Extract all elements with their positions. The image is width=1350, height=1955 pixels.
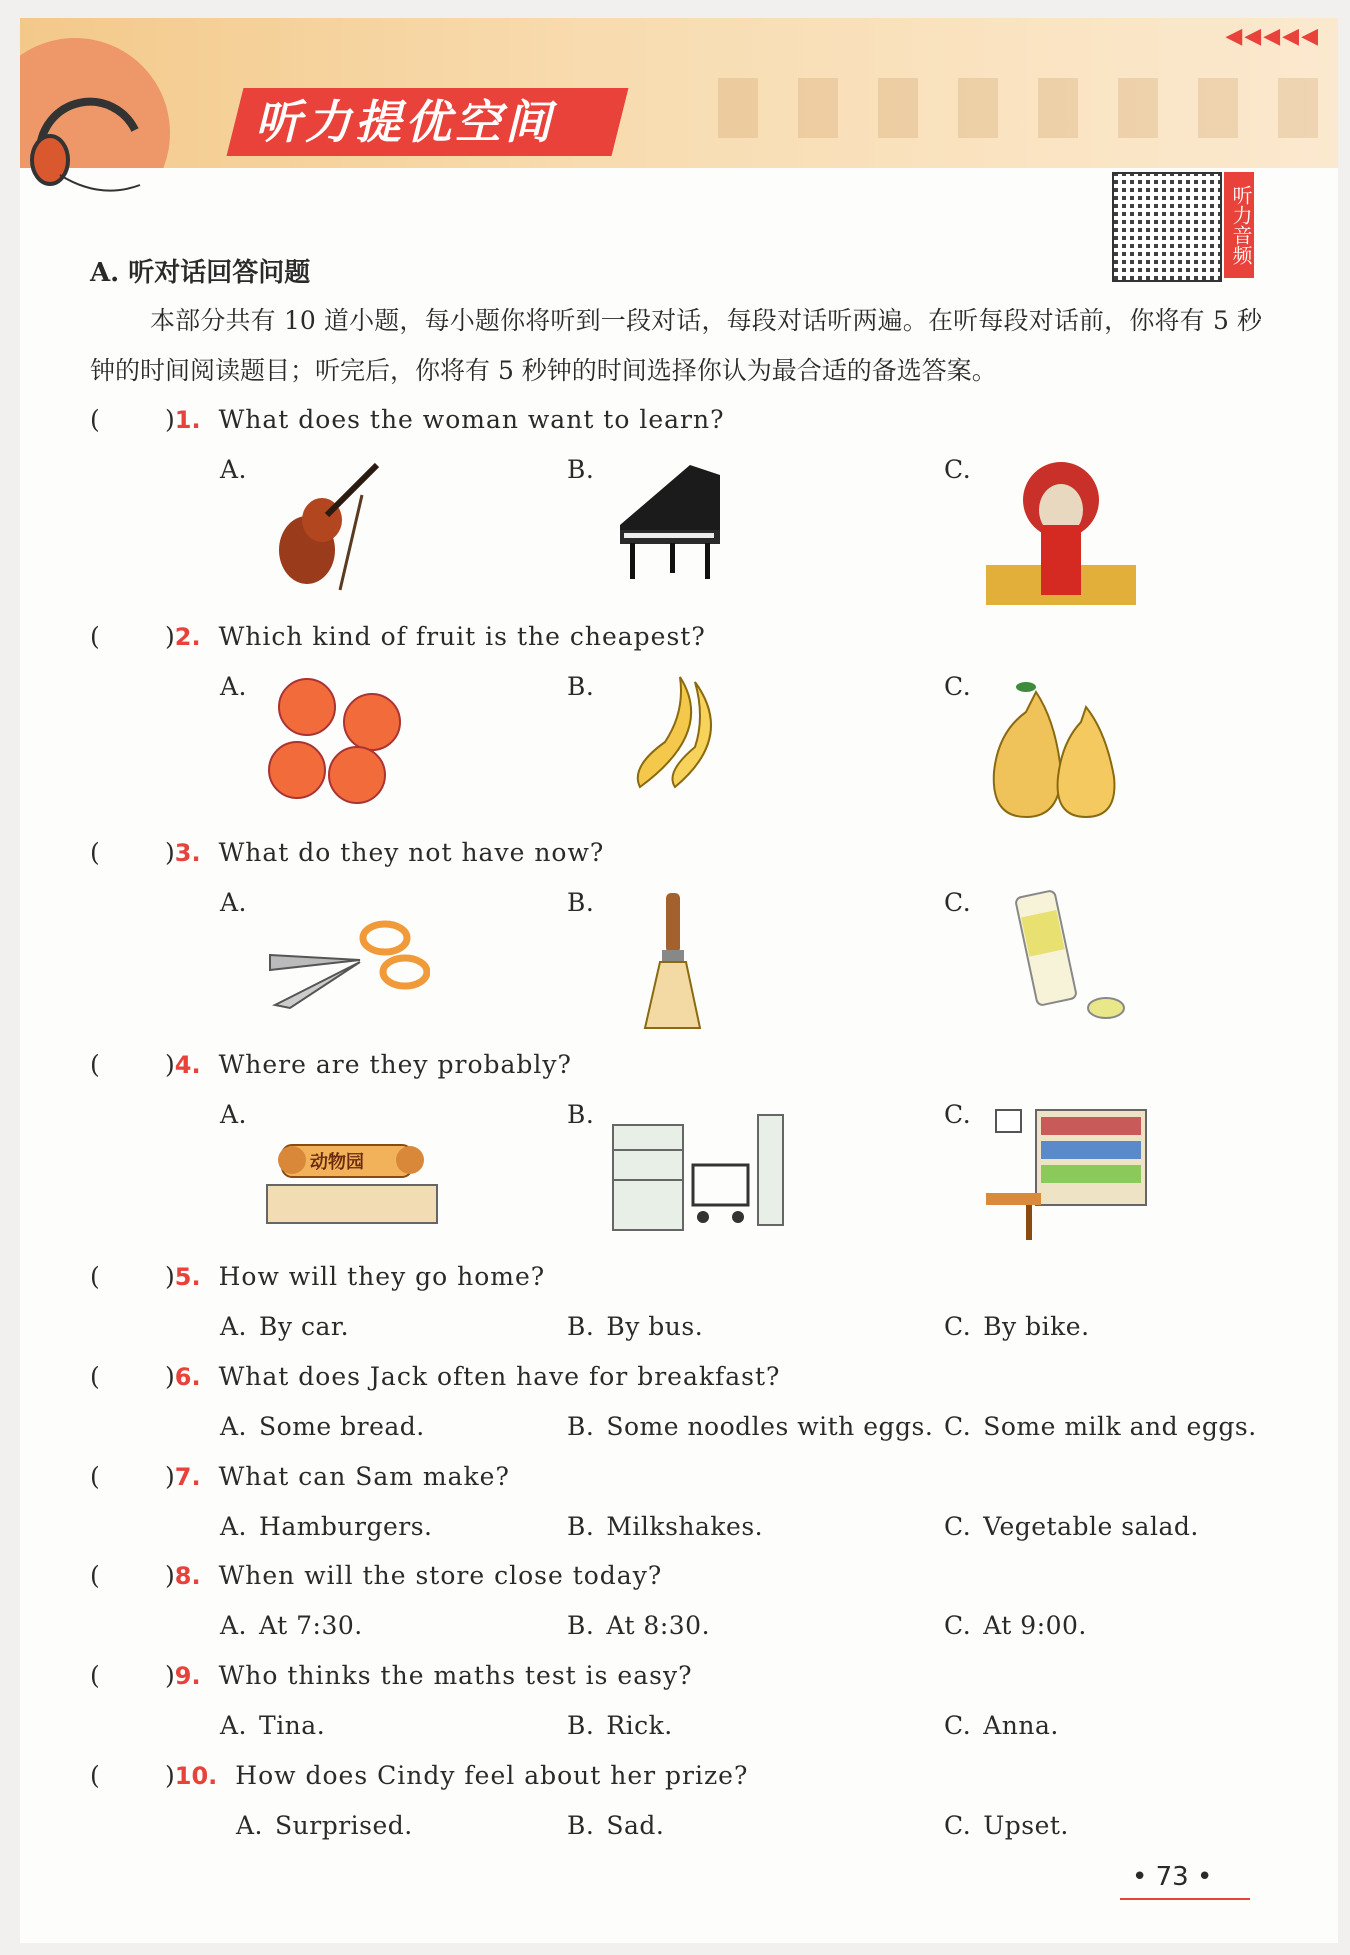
- question-number: 3.: [174, 839, 201, 867]
- answer-blank[interactable]: (: [90, 1761, 100, 1790]
- option-c[interactable]: C.: [944, 888, 972, 917]
- option-b[interactable]: B.: [567, 672, 595, 701]
- zoo-sign: 动物园: [310, 1152, 364, 1173]
- page-number: • 73 •: [1132, 1862, 1213, 1892]
- question-text: Where are they probably?: [218, 1050, 572, 1079]
- option-a[interactable]: A. Some bread.: [220, 1412, 425, 1441]
- glue-image: [986, 888, 1131, 1033]
- page-number-underline: [1120, 1898, 1250, 1900]
- qr-label: 听力音频: [1224, 172, 1254, 278]
- question-1: ( )1. What does the woman want to learn?: [90, 405, 725, 434]
- section-title: 听对话回答问题: [128, 258, 311, 288]
- answer-blank[interactable]: (: [90, 838, 100, 867]
- question-number: 7.: [174, 1463, 201, 1491]
- option-c[interactable]: C. Vegetable salad.: [944, 1512, 1199, 1541]
- option-b[interactable]: B.: [567, 1100, 595, 1129]
- answer-blank[interactable]: (: [90, 1362, 100, 1391]
- option-c[interactable]: C. By bike.: [944, 1312, 1090, 1341]
- violin-image: [262, 455, 392, 595]
- option-b[interactable]: B. Milkshakes.: [567, 1512, 764, 1541]
- question-number: 5.: [174, 1263, 201, 1291]
- scissors-image: [265, 910, 430, 1010]
- option-b[interactable]: B. Some noodles with eggs.: [567, 1412, 934, 1441]
- option-b[interactable]: B. Sad.: [567, 1811, 665, 1840]
- question-3: ( )3. What do they not have now?: [90, 838, 605, 867]
- option-c[interactable]: C. Anna.: [944, 1711, 1059, 1740]
- section-letter: A.: [90, 258, 120, 288]
- question-number: 10.: [174, 1762, 218, 1790]
- option-c[interactable]: C. Some milk and eggs.: [944, 1412, 1257, 1441]
- option-a[interactable]: A. At 7:30.: [220, 1611, 363, 1640]
- question-number: 2.: [174, 623, 201, 651]
- question-text: When will the store close today?: [218, 1561, 663, 1590]
- header-banner: [20, 18, 1338, 168]
- answer-blank[interactable]: (: [90, 1661, 100, 1690]
- question-7: ( )7. What can Sam make?: [90, 1462, 510, 1491]
- question-4: ( )4. Where are they probably?: [90, 1050, 572, 1079]
- answer-blank[interactable]: (: [90, 1561, 100, 1590]
- banner-stripe: [718, 78, 1338, 138]
- question-8: ( )8. When will the store close today?: [90, 1561, 663, 1590]
- question-text: How will they go home?: [218, 1262, 546, 1291]
- question-number: 4.: [174, 1051, 201, 1079]
- option-b[interactable]: B. At 8:30.: [567, 1611, 711, 1640]
- question-text: What does Jack often have for breakfast?: [218, 1362, 781, 1391]
- question-text: Which kind of fruit is the cheapest?: [218, 622, 706, 651]
- page-title: 听力提优空间: [255, 95, 555, 149]
- question-number: 8.: [174, 1562, 201, 1590]
- option-a[interactable]: A.: [220, 888, 248, 917]
- option-b[interactable]: B. By bus.: [567, 1312, 704, 1341]
- bananas-image: [620, 672, 740, 792]
- question-number: 9.: [174, 1662, 201, 1690]
- zoo-image: [262, 1130, 442, 1225]
- option-c[interactable]: C.: [944, 672, 972, 701]
- section-heading: [90, 252, 310, 289]
- question-10: ( )10. How does Cindy feel about her prize?: [90, 1761, 749, 1790]
- option-b[interactable]: B. Rick.: [567, 1711, 673, 1740]
- arrows-icon: ◀◀◀◀◀: [1225, 24, 1320, 49]
- instructions: 本部分共有 10 道小题，每小题你将听到一段对话，每段对话听两遍。在听每段对话前，你将有 5 秒钟的时间阅读题目；听完后，你将有 5 秒钟的时间选择你认为最合适的备选答案。: [90, 306, 1262, 385]
- piano-image: [610, 455, 740, 585]
- paintbrush-image: [640, 888, 710, 1033]
- option-c[interactable]: C.: [944, 455, 972, 484]
- option-c[interactable]: C.: [944, 1100, 972, 1129]
- qr-code-icon[interactable]: [1112, 172, 1222, 282]
- question-9: ( )9. Who thinks the maths test is easy?: [90, 1661, 693, 1690]
- option-a[interactable]: A. Tina.: [220, 1711, 326, 1740]
- question-text: Who thinks the maths test is easy?: [218, 1661, 693, 1690]
- question-5: ( )5. How will they go home?: [90, 1262, 546, 1291]
- library-image: [986, 1105, 1151, 1245]
- option-a[interactable]: A. Hamburgers.: [220, 1512, 433, 1541]
- question-text: What can Sam make?: [218, 1462, 510, 1491]
- answer-blank[interactable]: (: [90, 1050, 100, 1079]
- question-number: 1.: [174, 406, 201, 434]
- option-a[interactable]: A.: [220, 1100, 248, 1129]
- question-text: What does the woman want to learn?: [218, 405, 725, 434]
- oranges-image: [262, 672, 412, 807]
- option-a[interactable]: A. Surprised.: [236, 1811, 413, 1840]
- option-b[interactable]: B.: [567, 888, 595, 917]
- question-6: ( )6. What does Jack often have for breakfast?: [90, 1362, 781, 1391]
- option-a[interactable]: A.: [220, 672, 248, 701]
- option-a[interactable]: A. By car.: [220, 1312, 350, 1341]
- option-b[interactable]: B.: [567, 455, 595, 484]
- headphone-icon: [20, 60, 160, 200]
- pears-image: [986, 672, 1131, 822]
- question-text: How does Cindy feel about her prize?: [235, 1761, 749, 1790]
- answer-blank[interactable]: (: [90, 622, 100, 651]
- peking-opera-image: [986, 455, 1136, 605]
- supermarket-image: [608, 1105, 788, 1235]
- question-2: ( )2. Which kind of fruit is the cheapest?: [90, 622, 706, 651]
- option-a[interactable]: A.: [220, 455, 248, 484]
- question-text: What do they not have now?: [218, 838, 605, 867]
- option-c[interactable]: C. At 9:00.: [944, 1611, 1087, 1640]
- option-c[interactable]: C. Upset.: [944, 1811, 1069, 1840]
- question-number: 6.: [174, 1363, 201, 1391]
- answer-blank[interactable]: (: [90, 405, 100, 434]
- answer-blank[interactable]: (: [90, 1462, 100, 1491]
- answer-blank[interactable]: (: [90, 1262, 100, 1291]
